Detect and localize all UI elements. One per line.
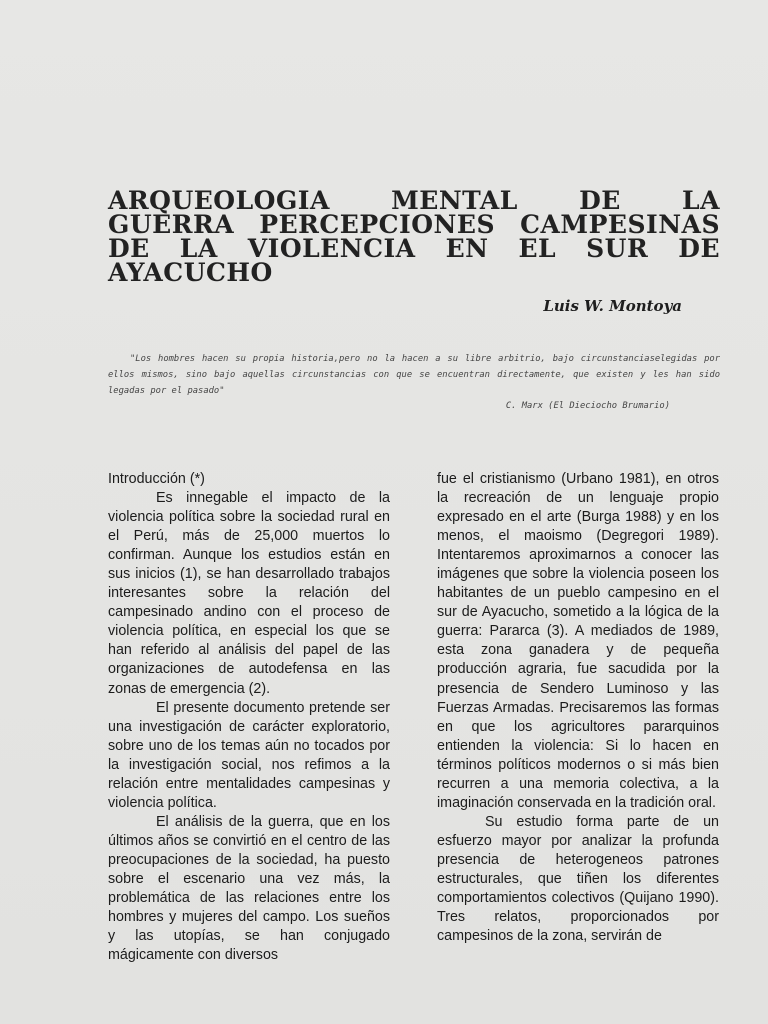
body-paragraph: El presente documento pretende ser una investigación de carácter exploratorio, sobre uno de los temas aún no tocados por la investigación social, nos refimos a la relación entre mentalidades campesinas y violencia política.	[108, 699, 390, 811]
section-heading: Introducción (*)	[108, 471, 205, 487]
epigraph-quote: "Los hombres hacen su propia historia,pero no la hacen a su libre arbitrio, bajo circunstanciaselegidas por ellos mismos, sino bajo aquellas circunstancias con que se encuentran directamente, que existen y les han sido legadas por el pasado"	[108, 354, 720, 396]
body-paragraph: Es innegable el impacto de la violencia política sobre la sociedad rural en el Perú, más de 25,000 muertos lo confirman. Aunque los estudios están en sus inicios (1), se han desarrollado trabajos interesantes sobre la relación del campesinado andino con el proceso de violencia política, en especial los que se han referido al análisis del papel de las organizaciones de autodefensa en las zonas de emergencia (2).	[108, 490, 390, 697]
article-author: Luis W. Montoya	[543, 297, 682, 315]
article-title	[108, 185, 720, 287]
title-line: AYACUCHO	[108, 257, 273, 287]
epigraph-source: C. Marx (El Dieciocho Brumario)	[505, 401, 670, 411]
body-paragraph: fue el cristianismo (Urbano 1981), en otros la recreación de un lenguaje propio expresado en el arte (Burga 1988) y en los menos, el maoismo (Degregori 1989). Intentaremos aproximarnos a conocer las imágenes que sobre la violencia poseen los habitantes de un pueblo campesino en el sur de Ayacucho, sometido a la lógica de la guerra: Pararca (3). A mediados de 1989, esta zona ganadera y de pequeña producción agraria, fue sacudida por la presencia de Sendero Luminoso y las Fuerzas Armadas. Precisaremos las formas en que los agricultores pararquinos entienden la violencia: Si lo hacen en términos políticos modernos o si más bien recurren a una memoria colectiva, a la imaginación conservada en la tradición oral.	[437, 471, 719, 811]
body-column-right	[437, 470, 719, 946]
body-column-left	[108, 470, 390, 965]
body-paragraph: El análisis de la guerra, que en los últimos años se convirtió en el centro de las preocupaciones de la sociedad, ha puesto sobre el escenario una vez más, la problemática de las relaciones entre los hombres y mujeres del campo. Los sueños y las utopías, se han conjugado mágicamente con diversos	[108, 813, 390, 964]
body-paragraph: Su estudio forma parte de un esfuerzo mayor por analizar la profunda presencia de heterogeneos patrones estructurales, que tiñen los diferentes comportamientos colectivos (Quijano 1990). Tres relatos, proporcionados por campesinos de la zona, servirán de	[437, 813, 719, 945]
title-line: GUERRA PERCEPCIONES CAMPESINAS	[108, 209, 720, 239]
title-line: DE LA VIOLENCIA EN EL SUR DE	[108, 233, 720, 263]
title-line: ARQUEOLOGIA MENTAL DE LA	[108, 185, 720, 215]
